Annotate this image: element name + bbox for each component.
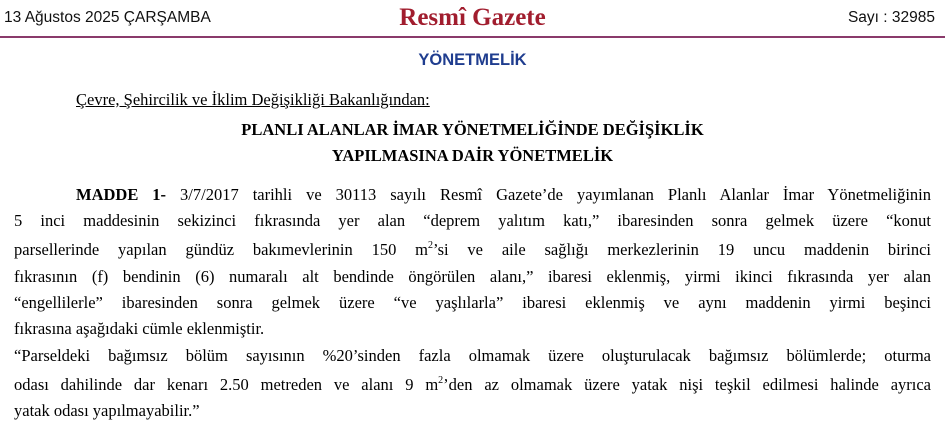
article-line-2: 5 inci maddesinin sekizinci fıkrasında yer alan “deprem yalıtım katı,” ibaresinden sonra gelmek üzere “konut [14, 211, 931, 230]
article-line-6: fıkrasına aşağıdaki cümle eklenmiştir. [14, 319, 265, 338]
masthead [0, 0, 945, 38]
quote-line-2 [14, 375, 931, 395]
article-text: 3/7/2017 tarihli ve 30113 sayılı Resmî Gazete’de yayımlanan Planlı Alanlar İmar Yönetmeliğinin [180, 185, 932, 204]
section-heading: YÖNETMELİK [418, 51, 527, 69]
masthead-divider [0, 36, 945, 38]
article-text: parsellerinde yapılan gündüz bakımevlerinin 150 m [14, 240, 428, 259]
article-text: ’si ve aile sağlığı merkezlerinin 19 uncu maddenin birinci [433, 240, 931, 259]
regulation-title-line-2: YAPILMASINA DAİR YÖNETMELİK [331, 146, 614, 165]
superscript: 2 [438, 374, 444, 386]
quote-text: ’den az olmamak üzere yatak nişi teşkil edilmesi halinde ayrıca [443, 375, 931, 394]
quote-line-3: yatak odası yapılmayabilir.” [14, 401, 200, 420]
article-line-4: fıkrasının (f) bendinin (6) numaralı alt bendinde öngörülen alanı,” ibaresi eklenmiş, yirmi ikinci fıkrasında yer alan [14, 267, 931, 286]
article-line-1 [76, 185, 931, 205]
quote-line-1: “Parseldeki bağımsız bölüm sayısının %20’sinden fazla olmamak üzere oluşturulacak bağımsız bölümlerde; oturma [14, 346, 931, 365]
gazette-title: Resmî Gazete [399, 4, 546, 31]
article-line-3 [14, 240, 931, 260]
issue-number: Sayı : 32985 [847, 9, 935, 26]
article-line-5: “engellilerle” ibaresinden sonra gelmek üzere “ve yaşlılarla” ibaresi eklenmiş ve aynı maddenin yirmi beşinci [14, 293, 931, 312]
regulation-title-line-1: PLANLI ALANLAR İMAR YÖNETMELİĞİNDE DEĞİŞİKLİK [241, 120, 704, 139]
article-label: MADDE 1- [76, 185, 167, 204]
issue-date: 13 Ağustos 2025 ÇARŞAMBA [4, 9, 211, 26]
superscript: 2 [428, 239, 433, 251]
quote-text: odası dahilinde dar kenarı 2.50 metreden ve alanı 9 m [14, 375, 439, 394]
ministry-line: Çevre, Şehircilik ve İklim Değişikliği Bakanlığından: [76, 90, 430, 109]
